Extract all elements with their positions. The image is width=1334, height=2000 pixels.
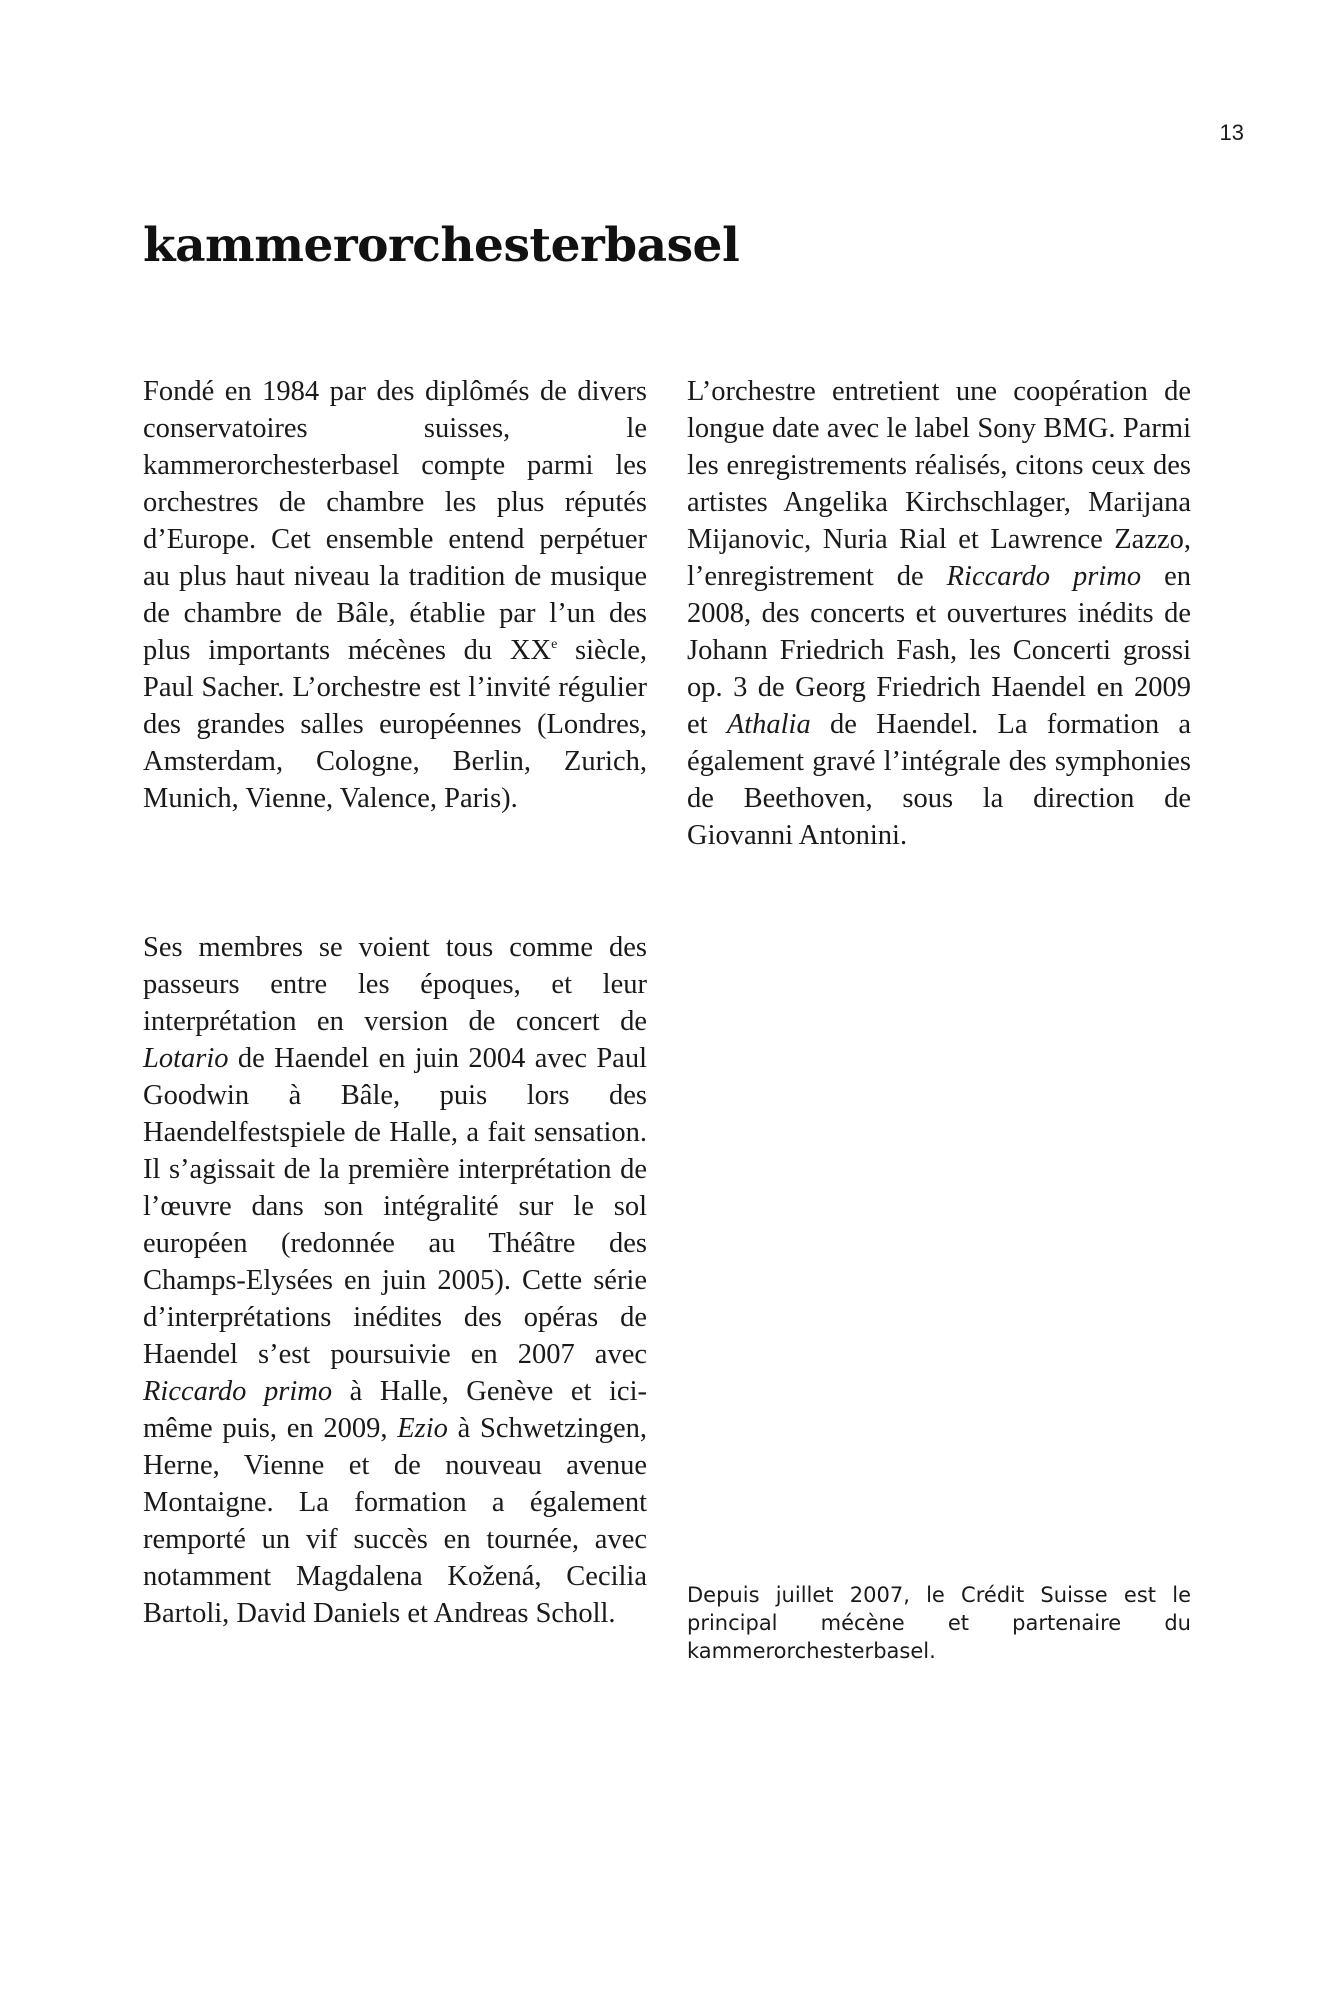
sponsor-note: Depuis juillet 2007, le Crédit Suisse est le principal mécène et partenaire du kammerorchesterbasel.: [687, 1583, 1191, 1663]
page-title: kammerorchesterbasel: [143, 218, 740, 273]
work-title-lotario: Lotario: [143, 1043, 229, 1074]
paragraph-members-text-2: de Haendel en juin 2004 avec Paul Goodwin à Bâle, puis lors des Haendelfestspiele de Halle, a fait sensation. Il s’agissait de la première interprétation de l’œuvre dans son intégralité sur le sol européen (redonnée au Théâtre des Champs-Elysées en juin 2005). Cette série d’interprétations inédites des opéras de Haendel s’est poursuivie en 2007 avec: [143, 1043, 647, 1370]
paragraph-founding-text-2: siècle, Paul Sacher. L’orchestre est l’invité régulier des grandes salles européennes (Londres, Amsterdam, Cologne, Berlin, Zurich, Munich, Vienne, Valence, Paris).: [143, 635, 647, 814]
paragraph-recordings-text-3: de Haendel. La formation a également gravé l’intégrale des symphonies de Beethoven, sous la direction de Giovanni Antonini.: [687, 709, 1191, 851]
paragraph-members-text-1: Ses membres se voient tous comme des passeurs entre les époques, et leur interprétation en version de concert de: [143, 932, 647, 1037]
paragraph-members-text-3: à Halle, Genève et ici-même puis, en 2009,: [143, 1376, 647, 1444]
work-title-ezio: Ezio: [397, 1413, 448, 1444]
paragraph-recordings-text-2: en 2008, des concerts et ouvertures inédits de Johann Friedrich Fash, les Concerti grossi op. 3 de Georg Friedrich Haendel en 2009 et: [687, 561, 1191, 740]
paragraph-members-text-4: à Schwetzingen, Herne, Vienne et de nouveau avenue Montaigne. La formation a également remporté un vif succès en tournée, avec notamment Magdalena Kožená, Cecilia Bartoli, David Daniels et Andreas Scholl.: [143, 1413, 647, 1629]
century-superscript: e: [551, 637, 558, 652]
paragraph-founding-text-1: Fondé en 1984 par des diplômés de divers conservatoires suisses, le kammerorchesterbasel compte parmi les orchestres de chambre les plus réputés d’Europe. Cet ensemble entend perpétuer au plus haut niveau la tradition de musique de chambre de Bâle, établie par l’un des plus importants mécènes du XX: [143, 376, 647, 666]
paragraph-recordings: [687, 373, 1191, 854]
paragraph-members: [143, 929, 647, 1632]
work-title-riccardo-primo-recording: Riccardo primo: [946, 561, 1142, 592]
paragraph-founding: [143, 373, 647, 817]
page-number: 13: [1219, 120, 1244, 145]
work-title-riccardo-primo: Riccardo primo: [143, 1376, 333, 1407]
work-title-athalia: Athalia: [726, 709, 811, 740]
paragraph-recordings-text-1: L’orchestre entretient une coopération de longue date avec le label Sony BMG. Parmi les enregistrements réalisés, citons ceux des artistes Angelika Kirchschlager, Marijana Mijanovic, Nuria Rial et Lawrence Zazzo, l’enregistrement de: [687, 376, 1191, 592]
